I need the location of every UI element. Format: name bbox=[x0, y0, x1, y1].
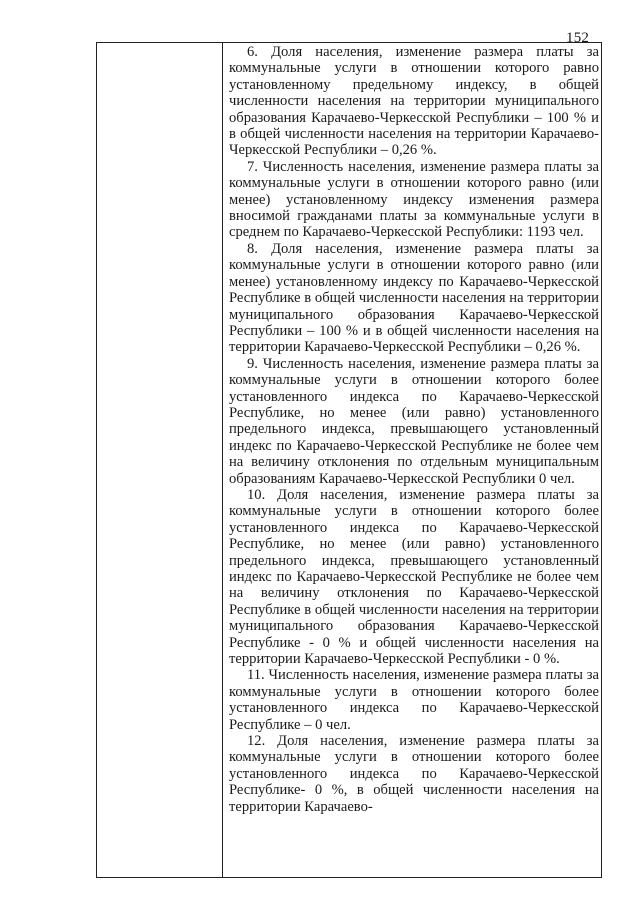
table-left-cell bbox=[97, 43, 223, 877]
item-9: 9. Численность населения, изменение размера платы за коммунальные услуги в отношении которого более установленного индекса по Карачаево-Черкесской Республике, но менее (или равно) установленного предельного индекса, превышающего установленный индекс по Карачаево-Черкесской Республике не более чем на величину отклонения по отдельным муниципальным образованиям Карачаево-Черкесской Республики 0 чел. bbox=[229, 355, 599, 487]
item-11: 11. Численность населения, изменение размера платы за коммунальные услуги в отношении которого более установленного индекса по Карачаево-Черкесской Республике – 0 чел. bbox=[229, 667, 599, 733]
item-8: 8. Доля населения, изменение размера платы за коммунальные услуги в отношении которого равно (или менее) установленному индексу по Карачаево-Черкесской Республике в общей численности населения на территории муниципального образования Карачаево-Черкесской Республики – 100 % и в общей численности населения на территории Карачаево-Черкесской Республики – 0,26 %. bbox=[229, 240, 599, 356]
item-6: 6. Доля населения, изменение размера платы за коммунальные услуги в отношении которого равно установленному предельному индексу, в общей численности населения на территории муниципального образования Карачаево-Черкесской Республики – 100 % и в общей численности населения на территории Карачаево-Черкесской Республики – 0,26 %. bbox=[229, 44, 599, 159]
item-7: 7. Численность населения, изменение размера платы за коммунальные услуги в отношении которого равно (или менее) установленному индексу изменения размера вносимой гражданами платы за коммунальные услуги в среднем по Карачаево-Черкесской Республики: 1193 чел. bbox=[229, 158, 599, 241]
item-12: 12. Доля населения, изменение размера платы за коммунальные услуги в отношении которого более установленного индекса по Карачаево-Черкесской Республике- 0 %, в общей численности населения на территории Карачаево- bbox=[229, 733, 599, 815]
table-right-cell bbox=[223, 43, 601, 877]
page-number: 152 bbox=[566, 30, 590, 46]
item-10: 10. Доля населения, изменение размера платы за коммунальные услуги в отношении которого более установленного индекса по Карачаево-Черкесской Республике, но менее (или равно) установленного предельного индекса, превышающего установленный индекс по Карачаево-Черкесской Республике не более чем на величину отклонения по Карачаево-Черкесской Республике в общей численности населения на территории муниципального образования Карачаево-Черкесской Республике - 0 % и общей численности населения на территории Карачаево-Черкесской Республики - 0 %. bbox=[229, 486, 599, 668]
document-table bbox=[96, 42, 602, 878]
